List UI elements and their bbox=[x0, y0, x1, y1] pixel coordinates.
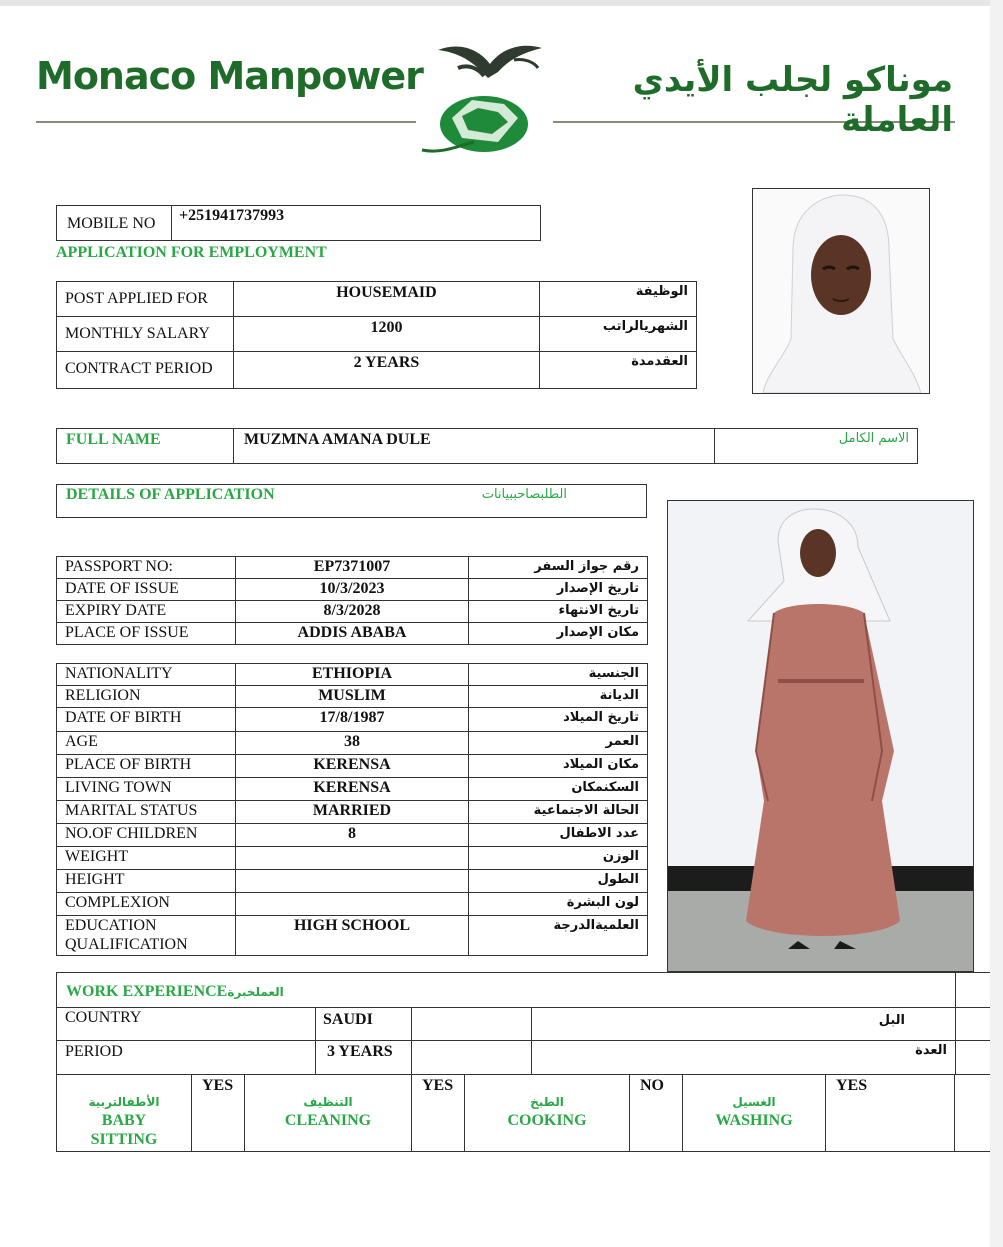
portrait-figure-icon bbox=[753, 189, 929, 393]
personal-row bbox=[57, 686, 648, 708]
skill-cell bbox=[465, 1075, 629, 1151]
full-body-figure-icon bbox=[668, 501, 973, 971]
job-row bbox=[57, 282, 697, 317]
personal-row bbox=[57, 893, 648, 916]
full-name-divider-2 bbox=[714, 429, 715, 463]
passport-ar: تاريخ الانتهاء bbox=[469, 601, 648, 623]
personal-ar: السكنمكان bbox=[469, 778, 648, 801]
work-col-divider-1 bbox=[315, 1007, 316, 1074]
work-row-divider-2 bbox=[57, 1040, 990, 1041]
personal-row bbox=[57, 778, 648, 801]
passport-table bbox=[56, 556, 648, 645]
passport-ar: رقم جواز السفر bbox=[469, 557, 648, 579]
personal-label: HEIGHT bbox=[57, 870, 236, 893]
passport-row bbox=[57, 623, 648, 645]
personal-label: NO.OF CHILDREN bbox=[57, 824, 236, 847]
personal-ar: الديانة bbox=[469, 686, 648, 708]
job-row bbox=[57, 352, 697, 389]
full-name-label: FULL NAME bbox=[66, 431, 161, 448]
work-col-divider-2 bbox=[411, 1007, 412, 1074]
personal-value bbox=[235, 847, 468, 870]
personal-ar: الوزن bbox=[469, 847, 648, 870]
job-value: 2 YEARS bbox=[233, 352, 539, 389]
personal-row bbox=[57, 870, 648, 893]
job-ar: العقدمدة bbox=[540, 352, 697, 389]
personal-ar: العلميةالدرجة bbox=[469, 916, 648, 956]
job-label: CONTRACT PERIOD bbox=[57, 352, 234, 389]
personal-row bbox=[57, 755, 648, 778]
skill-cell bbox=[683, 1075, 825, 1151]
skill-label-en: BABY SITTING bbox=[90, 1112, 158, 1148]
work-row-divider-1 bbox=[57, 1007, 990, 1008]
job-ar: الشهريالراتب bbox=[540, 317, 697, 352]
personal-ar: عدد الاطفال bbox=[469, 824, 648, 847]
details-box bbox=[56, 484, 647, 518]
skill-answer: YES bbox=[191, 1075, 245, 1151]
job-label: MONTHLY SALARY bbox=[57, 317, 234, 352]
job-table bbox=[56, 281, 697, 389]
full-name-value: MUZMNA AMANA DULE bbox=[244, 431, 431, 448]
mobile-box bbox=[56, 205, 541, 241]
personal-value: HIGH SCHOOL bbox=[235, 916, 468, 956]
work-col-divider-3 bbox=[531, 1007, 532, 1074]
personal-row bbox=[57, 847, 648, 870]
personal-value: ETHIOPIA bbox=[235, 664, 468, 686]
job-label: POST APPLIED FOR bbox=[57, 282, 234, 317]
personal-value: 17/8/1987 bbox=[235, 708, 468, 732]
passport-label: PLACE OF ISSUE bbox=[57, 623, 236, 645]
personal-label: COMPLEXION bbox=[57, 893, 236, 916]
skill-label-en: CLEANING bbox=[284, 1112, 372, 1129]
personal-value bbox=[235, 870, 468, 893]
personal-row bbox=[57, 708, 648, 732]
mobile-label: MOBILE NO bbox=[67, 215, 156, 232]
personal-label: MARITAL STATUS bbox=[57, 801, 236, 824]
personal-label: NATIONALITY bbox=[57, 664, 236, 686]
skill-cell bbox=[245, 1075, 411, 1151]
passport-label: PASSPORT NO: bbox=[57, 557, 236, 579]
skills-box bbox=[56, 1074, 990, 1152]
passport-ar: مكان الإصدار bbox=[469, 623, 648, 645]
personal-row bbox=[57, 732, 648, 755]
personal-row bbox=[57, 664, 648, 686]
personal-label: DATE OF BIRTH bbox=[57, 708, 236, 732]
job-value: 1200 bbox=[233, 317, 539, 352]
personal-row bbox=[57, 801, 648, 824]
personal-row bbox=[57, 824, 648, 847]
skill-label-ar: الغسيل bbox=[732, 1095, 776, 1109]
skill-answer: YES bbox=[411, 1075, 465, 1151]
passport-label: DATE OF ISSUE bbox=[57, 579, 236, 601]
full-name-ar: الاسم الكامل bbox=[838, 431, 909, 446]
personal-ar: مكان الميلاد bbox=[469, 755, 648, 778]
work-period-value: 3 YEARS bbox=[327, 1043, 393, 1060]
work-experience-title: WORK EXPERIENCEالعملخبرة bbox=[66, 983, 284, 1000]
full-name-box bbox=[56, 428, 918, 464]
passport-row bbox=[57, 557, 648, 579]
personal-label: LIVING TOWN bbox=[57, 778, 236, 801]
personal-value: 38 bbox=[235, 732, 468, 755]
work-country-ar: البل bbox=[878, 1013, 905, 1028]
right-strip bbox=[990, 0, 1003, 1247]
personal-value: 8 bbox=[235, 824, 468, 847]
personal-ar: الحالة الاجتماعية bbox=[469, 801, 648, 824]
job-row bbox=[57, 317, 697, 352]
details-label: DETAILS OF APPLICATION bbox=[66, 486, 275, 503]
personal-ar: تاريخ الميلاد bbox=[469, 708, 648, 732]
personal-row bbox=[57, 916, 648, 956]
work-period-label: PERIOD bbox=[65, 1043, 123, 1060]
work-col-divider-right bbox=[955, 973, 956, 1074]
skill-label-en: WASHING bbox=[715, 1112, 793, 1129]
personal-value: KERENSA bbox=[235, 778, 468, 801]
passport-row bbox=[57, 579, 648, 601]
full-name-divider-1 bbox=[233, 429, 234, 463]
application-title: APPLICATION FOR EMPLOYMENT bbox=[56, 244, 327, 261]
passport-value: EP7371007 bbox=[235, 557, 468, 579]
passport-row bbox=[57, 601, 648, 623]
work-period-ar: العدة bbox=[915, 1043, 947, 1058]
personal-ar: الطول bbox=[469, 870, 648, 893]
personal-label: AGE bbox=[57, 732, 236, 755]
mobile-value: +251941737993 bbox=[179, 207, 285, 224]
skill-answer: NO bbox=[629, 1075, 683, 1151]
work-country-value: SAUDI bbox=[323, 1011, 373, 1028]
personal-table bbox=[56, 663, 648, 956]
personal-value: MARRIED bbox=[235, 801, 468, 824]
skill-cell bbox=[57, 1075, 191, 1151]
work-experience-box bbox=[56, 972, 990, 1075]
company-logo-icon bbox=[418, 38, 556, 156]
passport-ar: تاريخ الإصدار bbox=[469, 579, 648, 601]
personal-ar: الجنسية bbox=[469, 664, 648, 686]
personal-label: WEIGHT bbox=[57, 847, 236, 870]
skill-label-en: COOKING bbox=[507, 1112, 587, 1129]
top-strip bbox=[0, 0, 1003, 6]
personal-label: EDUCATION QUALIFICATION bbox=[57, 916, 236, 956]
work-country-label: COUNTRY bbox=[65, 1009, 142, 1026]
skill-label-ar: الطبخ bbox=[530, 1095, 564, 1109]
passport-value: 8/3/2028 bbox=[235, 601, 468, 623]
personal-ar: لون البشرة bbox=[469, 893, 648, 916]
full-body-photo bbox=[667, 500, 974, 972]
brand-name-ar: موناكو لجلب الأيدي العاملة bbox=[632, 60, 953, 140]
personal-ar: العمر bbox=[469, 732, 648, 755]
details-ar: الطلبصاحببيانات bbox=[481, 487, 567, 502]
personal-label: RELIGION bbox=[57, 686, 236, 708]
header-rule-left bbox=[36, 121, 416, 123]
job-ar: الوظيفة bbox=[540, 282, 697, 317]
personal-value bbox=[235, 893, 468, 916]
job-value: HOUSEMAID bbox=[233, 282, 539, 317]
portrait-photo bbox=[752, 188, 930, 394]
brand-name-en: Monaco Manpower bbox=[36, 54, 423, 98]
personal-value: MUSLIM bbox=[235, 686, 468, 708]
passport-value: ADDIS ABABA bbox=[235, 623, 468, 645]
passport-label: EXPIRY DATE bbox=[57, 601, 236, 623]
personal-value: KERENSA bbox=[235, 755, 468, 778]
passport-value: 10/3/2023 bbox=[235, 579, 468, 601]
skill-label-ar: الأطفالتربية bbox=[88, 1095, 160, 1109]
skill-label-ar: التنظيف bbox=[303, 1095, 353, 1109]
skill-answer: YES bbox=[825, 1075, 955, 1151]
personal-label: PLACE OF BIRTH bbox=[57, 755, 236, 778]
